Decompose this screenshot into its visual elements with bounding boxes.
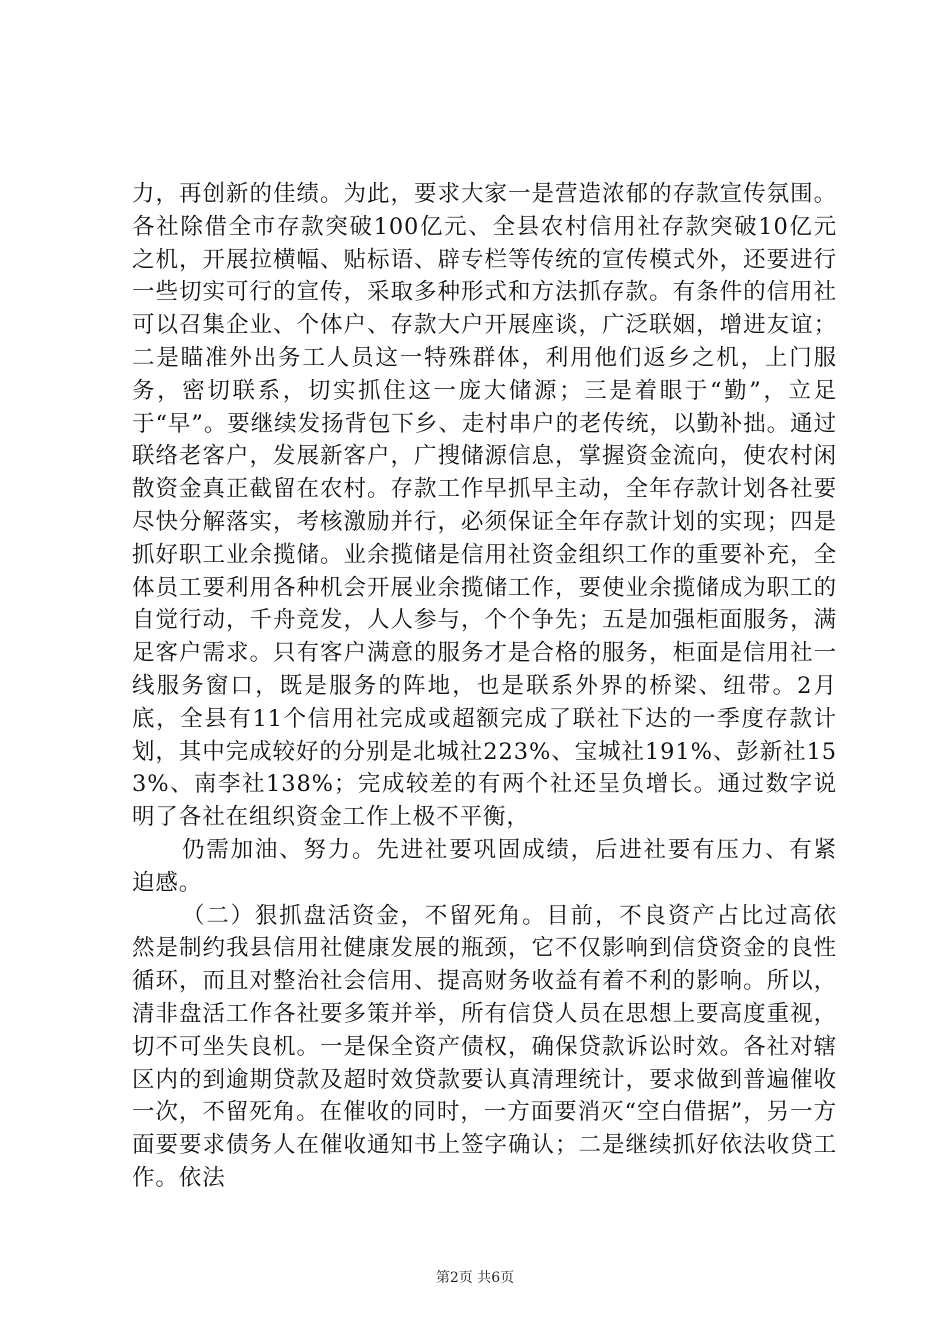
paragraph-revitalize-funds: （二）狠抓盘活资金，不留死角。目前，不良资产占比过高依然是制约我县信用社健康发展的瓶颈，它不仅影响到信贷资金的良性循环，而且对整治社会信用、提高财务收益有着不利的影响。所以，清非盘活工作各社要多策并举，所有信贷人员在思想上要高度重视，切不可坐失良机。一是保全资产债权，确保贷款诉讼时效。各社对辖区内的到逾期贷款及超时效贷款要认真清理统计，要求做到普遍催收一次，不留死角。在催收的同时，一方面要消灭“空白借据”，另一方面要要求债务人在催收通知书上签字确认；二是继续抓好依法收贷工作。依法 xyxy=(132,902,837,1191)
paragraph-keep-working: 仍需加油、努力。先进社要巩固成绩，后进社要有压力、有紧迫感。 xyxy=(132,836,837,896)
paragraph-deposit-campaign: 力，再创新的佳绩。为此，要求大家一是营造浓郁的存款宣传氛围。各社除借全市存款突破100亿元、全县农村信用社存款突破10亿元之机，开展拉横幅、贴标语、辟专栏等传统的宣传模式外，还要进行一些切实可行的宣传，采取多种形式和方法抓存款。有条件的信用社可以召集企业、个体户、存款大户开展座谈，广泛联姻，增进友谊；二是瞄准外出务工人员这一特殊群体，利用他们返乡之机，上门服务，密切联系，切实抓住这一庞大储源；三是着眼于“勤”，立足于“早”。要继续发扬背包下乡、走村串户的老传统，以勤补拙。通过联络老客户，发展新客户，广搜储源信息，掌握资金流向，使农村闲散资金真正截留在农村。存款工作早抓早主动，全年存款计划各社要尽快分解落实，考核激励并行，必须保证全年存款计划的实现；四是抓好职工业余揽储。业余揽储是信用社资金组织工作的重要补充，全体员工要利用各种机会开展业余揽储工作，要使业余揽储成为职工的自觉行动，千舟竞发，人人参与，个个争先；五是加强柜面服务，满足客户需求。只有客户满意的服务才是合格的服务，柜面是信用社一线服务窗口，既是服务的阵地，也是联系外界的桥梁、纽带。2月底，全县有11个信用社完成或超额完成了联社下达的一季度存款计划，其中完成较好的分别是北城社223%、宝城社191%、彭新社153%、南李社138%；完成较差的有两个社还呈负增长。通过数字说明了各社在组织资金工作上极不平衡， xyxy=(132,181,837,831)
page-number-footer: 第2页 共6页 xyxy=(435,1270,515,1286)
document-body xyxy=(132,178,837,1195)
